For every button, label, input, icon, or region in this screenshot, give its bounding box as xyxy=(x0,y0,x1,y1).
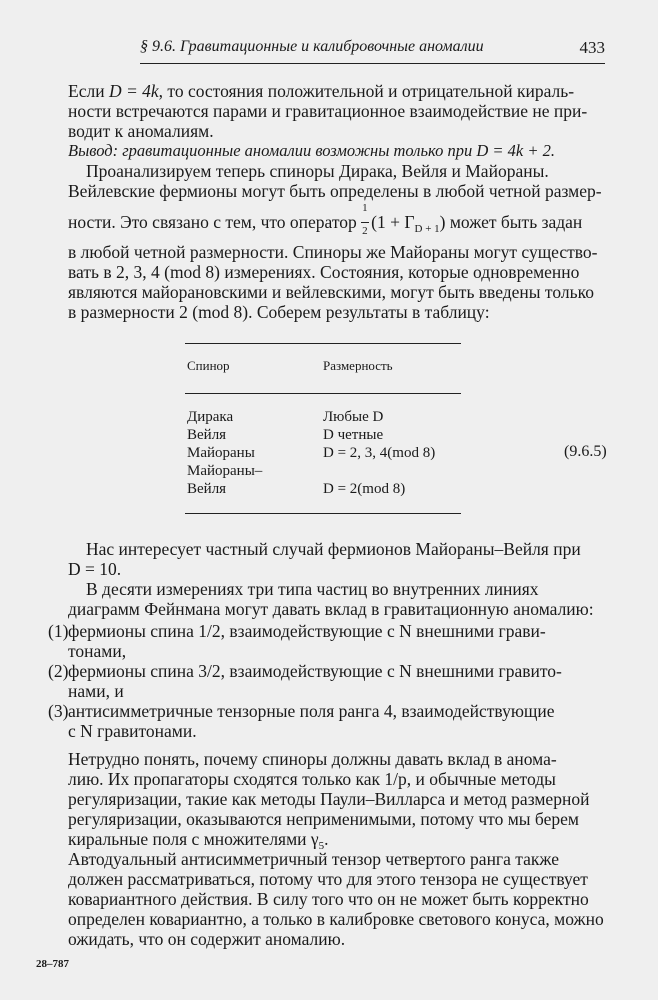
signature-mark: 28–787 xyxy=(36,958,69,970)
running-header xyxy=(140,38,605,64)
text-line: ности. Это связано с тем, что оператор $\frac{1}{2}$ $(1 + \Gamma_{D + 1})$ может быть задан xyxy=(68,202,583,237)
text-line: лию. Их пропагаторы сходятся только как 1/p, и обычные методы xyxy=(68,769,556,789)
text-line: Нетрудно понять, почему спиноры должны давать вклад в анома- xyxy=(68,749,557,769)
table-header-rule xyxy=(185,393,461,394)
text-line: Вейлевские фермионы могут быть определены в любой четной размер- xyxy=(68,181,602,201)
list-item: нами, и xyxy=(68,681,124,701)
table-cell-dimension: D = 2, 3, 4(mod 8) xyxy=(323,445,436,461)
list-item: антисимметричные тензорные поля ранга 4, взаимодействующие xyxy=(68,701,555,721)
text-line: ковариантного действия. В силу того что он не может быть корректно xyxy=(68,889,589,909)
table-cell-spinor: Дирака xyxy=(187,409,234,425)
text-line: регуляризации, такие как методы Паули–Вилларса и метод размерной xyxy=(68,789,590,809)
header-rule xyxy=(140,63,605,64)
page-number: 433 xyxy=(579,38,605,57)
text-line: Нас интересует частный случай фермионов Майораны–Вейля при xyxy=(86,539,581,559)
text-line: В десяти измерениях три типа частиц во внутренних линиях xyxy=(86,579,539,599)
conclusion-line: Вывод: гравитационные аномалии возможны только при D = 4k + 2. xyxy=(68,141,555,160)
fraction: $\frac{1}{2}$ xyxy=(362,202,368,237)
list-item: тонами, xyxy=(68,641,127,661)
text-line: должен рассматриваться, потому что для этого тензора не существует xyxy=(68,869,588,889)
table-cell-dimension: D четные xyxy=(323,427,384,443)
text-line: Если D = 4k, то состояния положительной и отрицательной кираль- xyxy=(68,81,575,101)
table-top-rule xyxy=(185,343,461,344)
text-line: водит к аномалиям. xyxy=(68,121,214,141)
text-line: Проанализируем теперь спиноры Дирака, Вейля и Майораны. xyxy=(86,161,549,181)
table-header-spinor: Спинор xyxy=(187,358,230,373)
table-header-dimension: Размерность xyxy=(323,358,393,373)
table-bottom-rule xyxy=(185,513,461,514)
text-line: диаграмм Фейнмана могут давать вклад в гравитационную аномалию: xyxy=(68,599,594,619)
text-line: D = 10. xyxy=(68,559,122,579)
list-number: (2) xyxy=(48,661,69,681)
text-line: ности встречаются парами и гравитационное взаимодействие не при- xyxy=(68,101,588,121)
header-title: § 9.6. Гравитационные и калибровочные аномалии xyxy=(140,38,484,55)
text-line: определен ковариантно, а только в калибровке светового конуса, можно xyxy=(68,909,604,929)
equation-number: (9.6.5) xyxy=(564,443,607,460)
table-cell-spinor: Майораны– xyxy=(187,463,263,479)
list-number: (1) xyxy=(48,621,69,641)
table-cell-spinor: Майораны xyxy=(187,445,255,461)
text-line: киральные поля с множителями $\gamma_5$. xyxy=(68,829,329,852)
list-number: (3) xyxy=(48,701,69,721)
list-item: фермионы спина 1/2, взаимодействующие с N внешними грави- xyxy=(68,621,546,641)
table-cell-dimension: Любые D xyxy=(323,409,384,425)
list-item: фермионы спина 3/2, взаимодействующие с N внешними гравито- xyxy=(68,661,562,681)
text-line: вать в 2, 3, 4 (mod 8) измерениях. Состояния, которые одновременно xyxy=(68,262,580,282)
text-line: являются майорановскими и вейлевскими, могут быть введены только xyxy=(68,282,594,302)
table-cell-spinor: Вейля xyxy=(187,427,227,443)
table-cell-dimension: D = 2(mod 8) xyxy=(323,481,406,497)
text-line: ожидать, что он содержит аномалию. xyxy=(68,929,346,949)
text-line: Автодуальный антисимметричный тензор четвертого ранга также xyxy=(68,849,560,869)
text-line: в размерности 2 (mod 8). Соберем результаты в таблицу: xyxy=(68,302,490,322)
table-cell-spinor: Вейля xyxy=(187,481,227,497)
text-line: в любой четной размерности. Спиноры же Майораны могут существо- xyxy=(68,242,598,262)
list-item: с N гравитонами. xyxy=(68,721,197,741)
text-line: регуляризации, оказываются неприменимыми, потому что мы берем xyxy=(68,809,579,829)
